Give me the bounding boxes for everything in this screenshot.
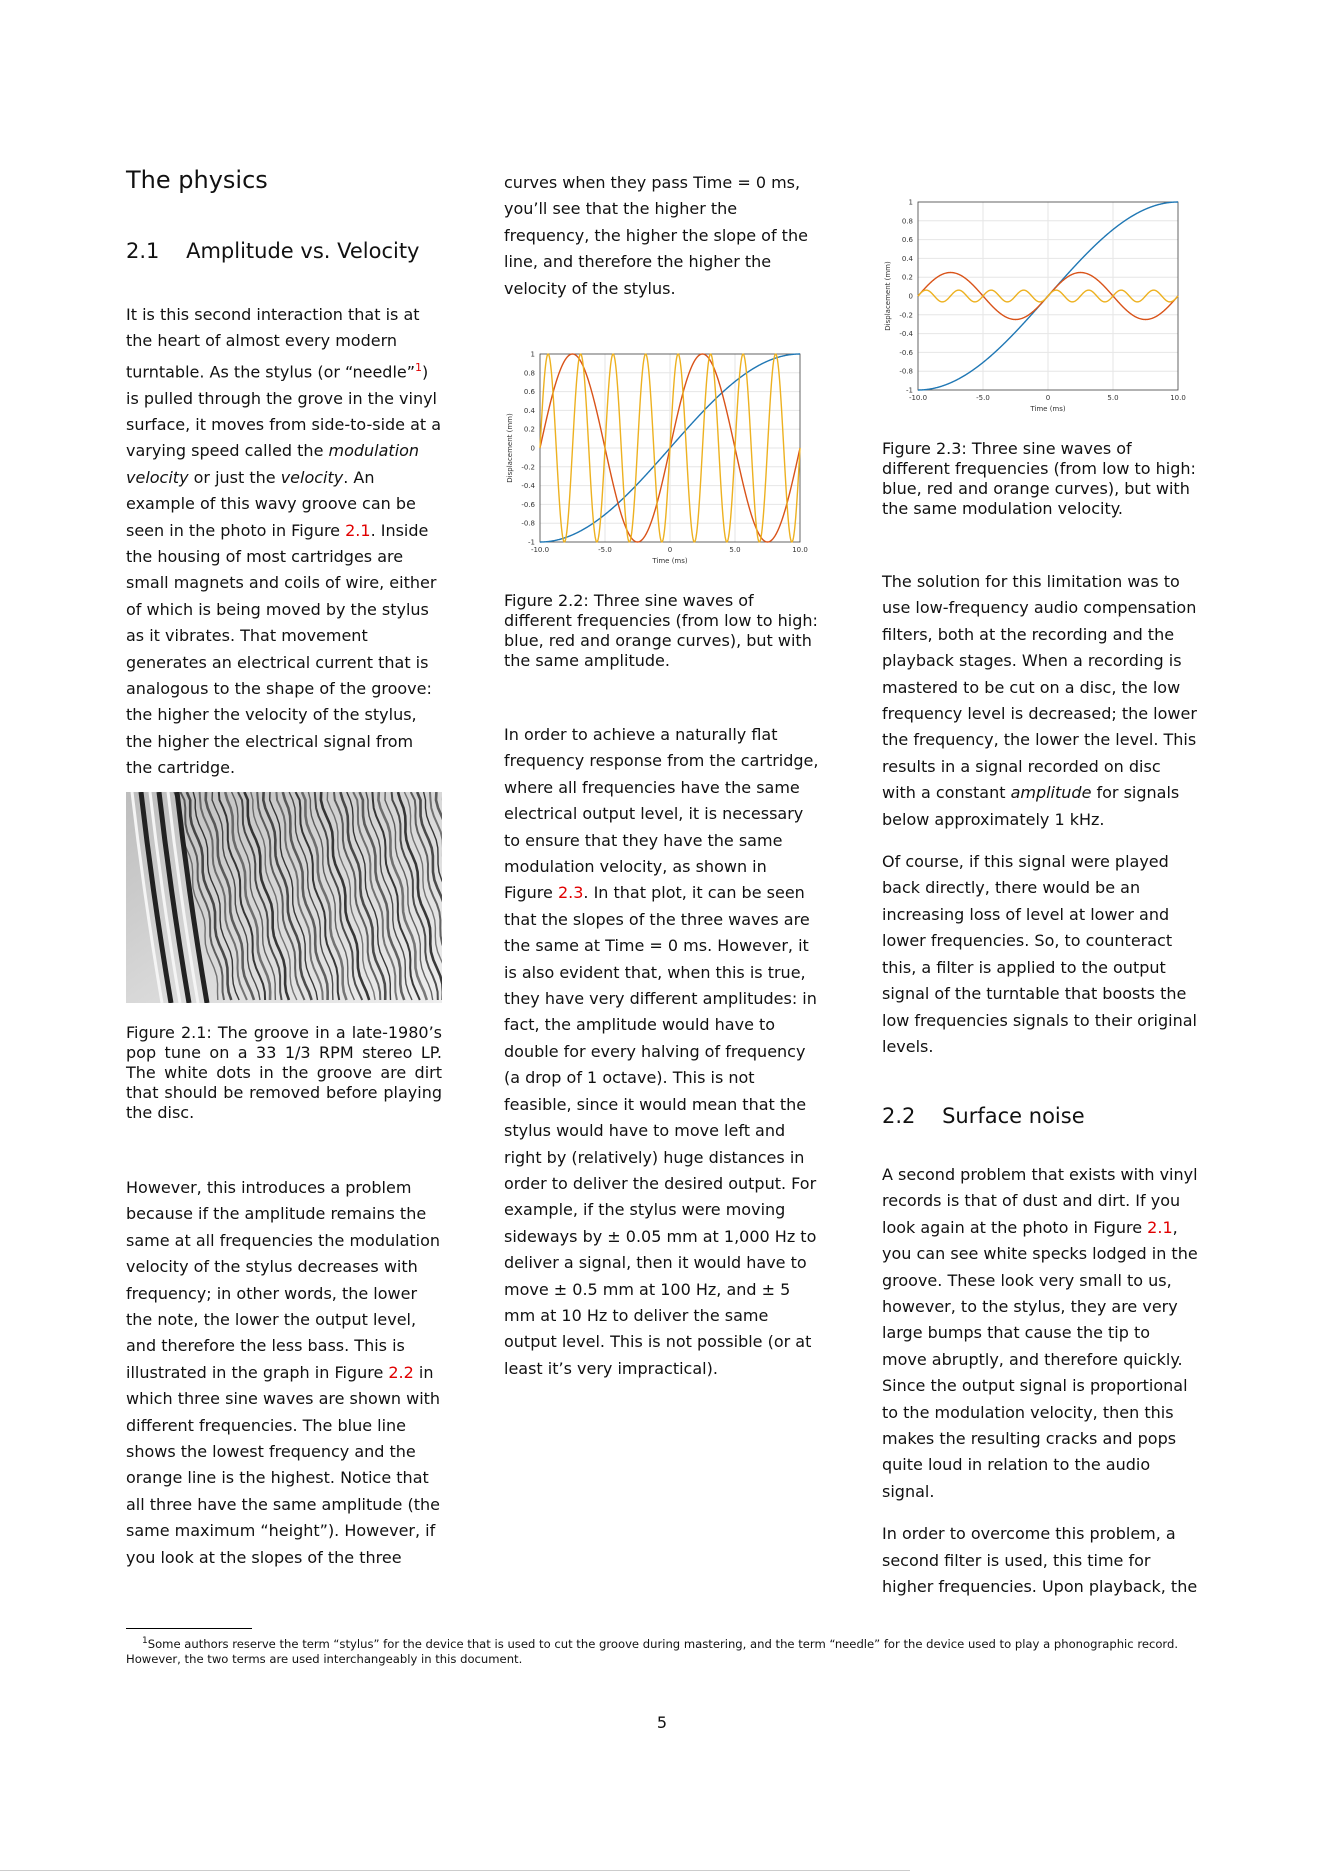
y-tick-label: 0.8: [523, 369, 535, 378]
groove-photo: [126, 792, 442, 1003]
column-2: [504, 170, 820, 302]
section-heading-2-1: 2.1 Amplitude vs. Velocity: [126, 239, 420, 263]
y-tick-label: -0.4: [899, 330, 913, 339]
x-tick-label: -5.0: [598, 546, 612, 554]
figure-2-2-caption: Figure 2.2: Three sine waves of different frequencies (from low to high: blue, red and orange curves), but with the same amplitude.: [504, 591, 818, 670]
bottom-rule: [0, 1870, 910, 1871]
figure-2-1-photo: [126, 792, 442, 1003]
x-tick-label: 0: [667, 546, 673, 554]
y-tick-label: 0.2: [523, 425, 535, 434]
paragraph: The solution for this limitation was to use low-frequency audio compensation filters, both at the recording and the playback stages. When a recording is mastered to be cut on a disc, the low frequency level is decreased; the lower the frequency, the lower the level. This results in a signal recorded on disc with a constant amplitude for signals below approximately 1 kHz.: [882, 572, 1197, 829]
y-tick-label: -0.4: [521, 482, 535, 491]
figure-ref-2-3[interactable]: 2.3: [557, 883, 584, 903]
y-tick-label: -1: [906, 386, 913, 395]
y-tick-label: -0.6: [521, 500, 535, 509]
y-tick-label: 0.4: [523, 406, 535, 415]
x-tick-label: -10.0: [530, 546, 550, 554]
y-tick-label: 0.6: [523, 388, 535, 397]
column-1: [126, 302, 442, 782]
footnote: $^1$Some authors reserve the term “stylus” for the device that is used to cut the groove during mastering, and the term “needle” for the device used to play a phonographic record. However, the two terms are used interchangeably in this document.: [126, 1636, 1179, 1667]
x-tick-label: 0: [1045, 394, 1051, 402]
figure-ref-2-1[interactable]: 2.1: [345, 520, 371, 540]
chapter-title: The physics: [126, 166, 268, 194]
paragraph: curves when they pass Time = 0 ms, you’ll see that the higher the frequency, the higher the slope of the line, and therefore the higher the velocity of the stylus.: [504, 173, 808, 298]
chart-figure-2-3: [882, 194, 1198, 418]
figure-2-3-chart: [882, 194, 1198, 418]
x-tick-label: -10.0: [908, 394, 928, 402]
y-axis-label: Displacement (mm): [506, 413, 514, 483]
y-axis-label: Displacement (mm): [884, 261, 892, 331]
paragraph: In order to achieve a naturally flat frequency response from the cartridge, where all frequencies have the same electrical output level, it is necessary to ensure that they have the same modulation velocity, as shown in Figure 2.3. In that plot, it can be seen that the slopes of the three waves are the same at Time = 0 ms. However, it is also evident that, when this is true, they have very different amplitudes: in fact, the amplitude would have to double for every halving of frequency (a drop of 1 octave). This is not feasible, since it would mean that the stylus would have to move left and right by (relatively) huge distances in order to deliver the desired output. For example, if the stylus were moving sideways by ± 0.05 mm at 1,000 Hz to deliver a signal, then it would have to move ± 0.5 mm at 100 Hz, and ± 5 mm at 10 Hz to deliver the same output level. This is not possible (or at least it’s very impractical).: [504, 725, 819, 1378]
paragraph: In order to overcome this problem, a second filter is used, this time for higher frequencies. Upon playback, the: [882, 1524, 1198, 1597]
y-tick-label: -0.6: [899, 348, 913, 357]
x-tick-label: 5.0: [1107, 394, 1119, 402]
x-axis-label: Time (ms): [652, 557, 688, 565]
footnote-mark: 1: [142, 1636, 148, 1646]
y-tick-label: 0.4: [901, 254, 913, 263]
chart-figure-2-2: [504, 346, 820, 570]
column-3: [882, 569, 1198, 1060]
x-tick-label: 5.0: [729, 546, 741, 554]
y-tick-label: -0.2: [899, 311, 913, 320]
paragraph: Of course, if this signal were played back directly, there would be an increasing loss of level at lower and lower frequencies. So, to counteract this, a filter is applied to the output signal of the turntable that boosts the low frequencies signals to their original levels.: [882, 852, 1197, 1056]
y-tick-label: -1: [528, 538, 535, 547]
footnote-ref[interactable]: 1: [415, 360, 423, 374]
section-heading-2-2: 2.2 Surface noise: [882, 1104, 1085, 1128]
y-tick-label: -0.8: [899, 367, 913, 376]
figure-2-1-caption: Figure 2.1: The groove in a late-1980’s pop tune on a 33 1/3 RPM stereo LP. The white dots in the groove are dirt that should be removed before playing the disc.: [126, 1023, 442, 1122]
y-tick-label: 0.6: [901, 236, 913, 245]
y-tick-label: -0.2: [521, 463, 535, 472]
x-axis-label: Time (ms): [1030, 405, 1066, 413]
paragraph: However, this introduces a problem because if the amplitude remains the same at all frequencies the modulation velocity of the stylus decreases with frequency; in other words, the lower the note, the lower the output level, and therefore the less bass. This is illustrated in the graph in Figure 2.2 in which three sine waves are shown with different frequencies. The blue line shows the lowest frequency and the orange line is the highest. Notice that all three have the same amplitude (the same maximum “height”). However, if you look at the slopes of the three: [126, 1178, 441, 1567]
column-2-continued: [504, 722, 820, 1382]
footnote-rule: [126, 1628, 252, 1629]
page-number: 5: [656, 1713, 668, 1732]
y-tick-label: 0: [530, 444, 535, 453]
y-tick-label: -0.8: [521, 519, 535, 528]
y-tick-label: 0.2: [901, 273, 913, 282]
column-3-continued: [882, 1162, 1198, 1601]
y-tick-label: 1: [908, 198, 913, 207]
figure-ref-2-1[interactable]: 2.1: [1147, 1217, 1173, 1237]
figure-ref-2-2[interactable]: 2.2: [388, 1362, 414, 1382]
x-tick-label: -5.0: [976, 394, 990, 402]
paragraph: A second problem that exists with vinyl records is that of dust and dirt. If you look again at the photo in Figure 2.1, you can see white specks lodged in the groove. These look very small to us, however, to the stylus, they are very large bumps that cause the tip to move abruptly, and therefore quickly. Since the output signal is proportional to the modulation velocity, then this makes the resulting cracks and pops quite loud in relation to the audio signal.: [882, 1165, 1198, 1501]
y-tick-label: 0.8: [901, 217, 913, 226]
column-1-continued: [126, 1175, 442, 1571]
x-tick-label: 10.0: [1170, 394, 1186, 402]
figure-2-2-chart: [504, 346, 820, 570]
figure-2-3-caption: Figure 2.3: Three sine waves of different frequencies (from low to high: blue, red and orange curves), but with the same modulation velocity.: [882, 439, 1196, 518]
y-tick-label: 0: [908, 292, 913, 301]
paragraph: It is this second interaction that is at the heart of almost every modern turntable. As the stylus (or “needle”$^1$) is pulled through the grove in the vinyl surface, it moves from side-to-side at a varying speed called the modulation velocity or just the velocity. An example of this wavy groove can be seen in the photo in Figure 2.1. Inside the housing of most cartridges are small magnets and coils of wire, either of which is being moved by the stylus as it vibrates. That movement generates an electrical current that is analogous to the shape of the groove: the higher the velocity of the stylus, the higher the electrical signal from the cartridge.: [126, 305, 442, 778]
y-tick-label: 1: [530, 350, 535, 359]
x-tick-label: 10.0: [792, 546, 808, 554]
